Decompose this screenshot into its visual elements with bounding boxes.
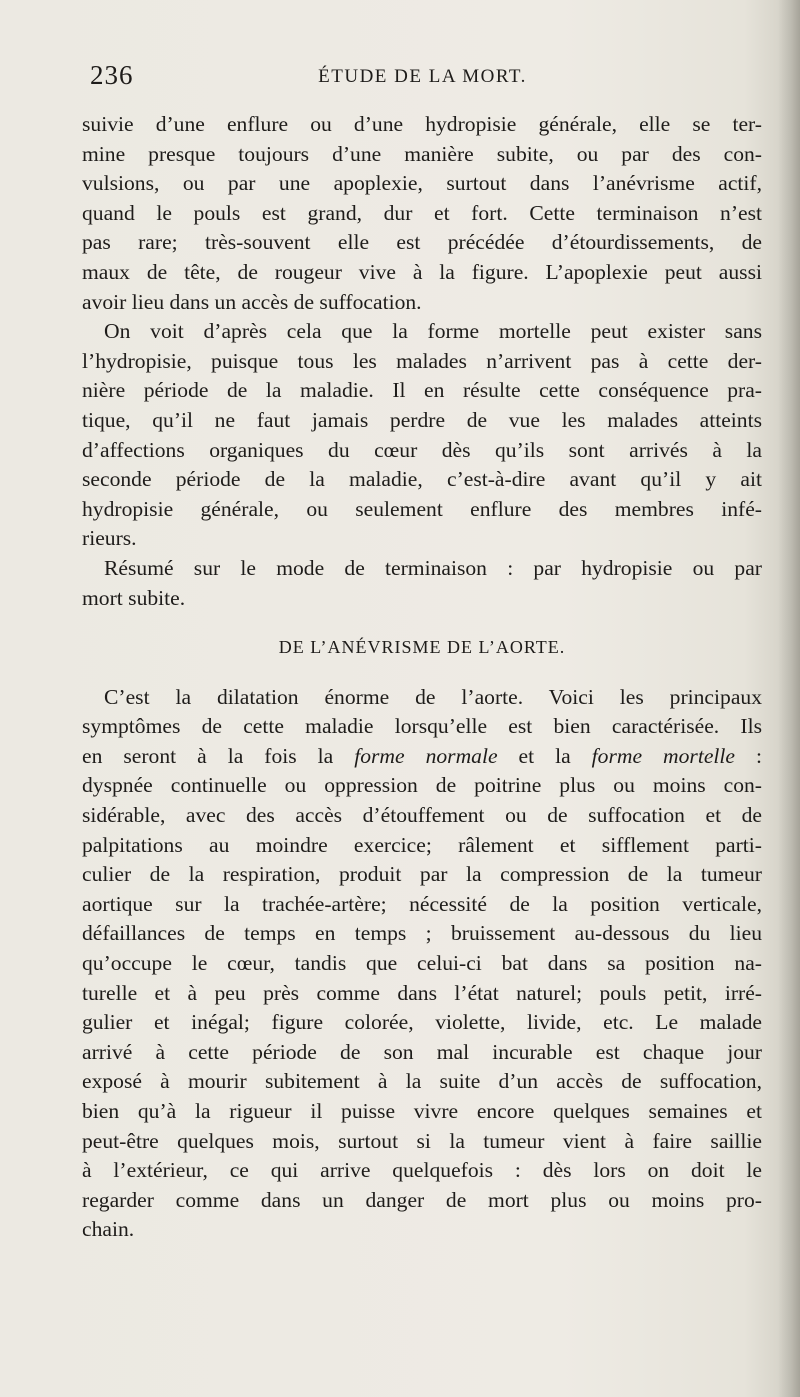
text-line: seconde période de la maladie, c’est-à-dire avant qu’il y ait (82, 467, 762, 492)
page-edge-shadow (778, 0, 800, 1397)
section-title: DE L’ANÉVRISME DE L’AORTE. (278, 637, 566, 658)
paragraph-3 (82, 554, 762, 613)
text-line: hydropisie générale, ou seulement enflure des membres infé- (82, 496, 762, 521)
italic-term-forme-mortelle: forme mortelle (591, 743, 735, 768)
text-line: turelle et à peu près comme dans l’état naturel; pouls petit, irré- (82, 980, 762, 1005)
text-line: regarder comme dans un danger de mort plus ou moins pro- (82, 1187, 762, 1212)
paragraph-2 (82, 317, 762, 554)
text-line: à l’extérieur, ce qui arrive quelquefois : dès lors on doit le (82, 1158, 762, 1183)
text-line: quand le pouls est grand, dur et fort. Cette terminaison n’est (82, 200, 762, 225)
text-line: avoir lieu dans un accès de suffocation. (82, 289, 422, 314)
text-line: culier de la respiration, produit par la compression de la tumeur (82, 862, 762, 887)
text-line: défaillances de temps en temps ; bruissement au-dessous du lieu (82, 921, 762, 946)
text-line: mine presque toujours d’une manière subite, ou par des con- (82, 141, 762, 166)
text-line: C’est la dilatation énorme de l’aorte. Voici les principaux (104, 684, 762, 709)
text-line: aortique sur la trachée-artère; nécessité de la position verticale, (82, 891, 762, 916)
text-line: qu’occupe le cœur, tandis que celui-ci bat dans sa position na- (82, 951, 762, 976)
paragraph-1 (82, 110, 762, 317)
text-line: Résumé sur le mode de terminaison : par hydropisie ou par (104, 555, 762, 580)
italic-term-forme-normale: forme normale (354, 743, 498, 768)
page-number: 236 (90, 60, 134, 90)
text-line: palpitations au moindre exercice; râlement et sifflement parti- (82, 832, 762, 857)
text-line: vulsions, ou par une apoplexie, surtout dans l’anévrisme actif, (82, 171, 762, 196)
text-line: bien qu’à la rigueur il puisse vivre encore quelques semaines et (82, 1099, 762, 1123)
text-segment: et la (497, 743, 592, 768)
paragraph-4 (82, 683, 762, 1245)
text-line: dyspnée continuelle ou oppression de poitrine plus ou moins con- (82, 773, 762, 798)
text-line: d’affections organiques du cœur dès qu’ils sont arrivés à la (82, 437, 762, 462)
text-line-with-italics (82, 742, 762, 772)
text-line: rieurs. (82, 526, 137, 551)
text-line: maux de tête, de rougeur vive à la figure. L’apoplexie peut aussi (82, 259, 762, 284)
text-line: peut-être quelques mois, surtout si la tumeur vient à faire saillie (82, 1128, 762, 1153)
running-title: ÉTUDE DE LA MORT. (318, 66, 527, 87)
text-line: arrivé à cette période de son mal incurable est chaque jour (82, 1039, 762, 1064)
page-header (90, 60, 725, 100)
text-line: chain. (82, 1217, 135, 1242)
text-line: sidérable, avec des accès d’étouffement ou de suffocation et de (82, 803, 762, 828)
text-line: On voit d’après cela que la forme mortelle peut exister sans (104, 319, 762, 344)
text-line: mort subite. (82, 585, 186, 610)
text-line: exposé à mourir subitement à la suite d’un accès de suffocation, (82, 1069, 762, 1094)
text-line: gulier et inégal; figure colorée, violette, livide, etc. Le malade (82, 1010, 762, 1035)
text-line: pas rare; très-souvent elle est précédée d’étourdissements, de (82, 230, 762, 255)
text-line: suivie d’une enflure ou d’une hydropisie générale, elle se ter- (82, 112, 762, 136)
text-line: tique, qu’il ne faut jamais perdre de vue les malades atteints (82, 407, 762, 432)
text-line: l’hydropisie, puisque tous les malades n’arrivent pas à cette der- (82, 348, 762, 373)
text-segment: en seront à la fois la (82, 743, 355, 768)
body-text (82, 110, 762, 1245)
text-line: symptômes de cette maladie lorsqu’elle est bien caractérisée. Ils (82, 714, 762, 739)
text-line: nière période de la maladie. Il en résulte cette conséquence pra- (82, 378, 762, 403)
text-segment: : (735, 743, 762, 768)
